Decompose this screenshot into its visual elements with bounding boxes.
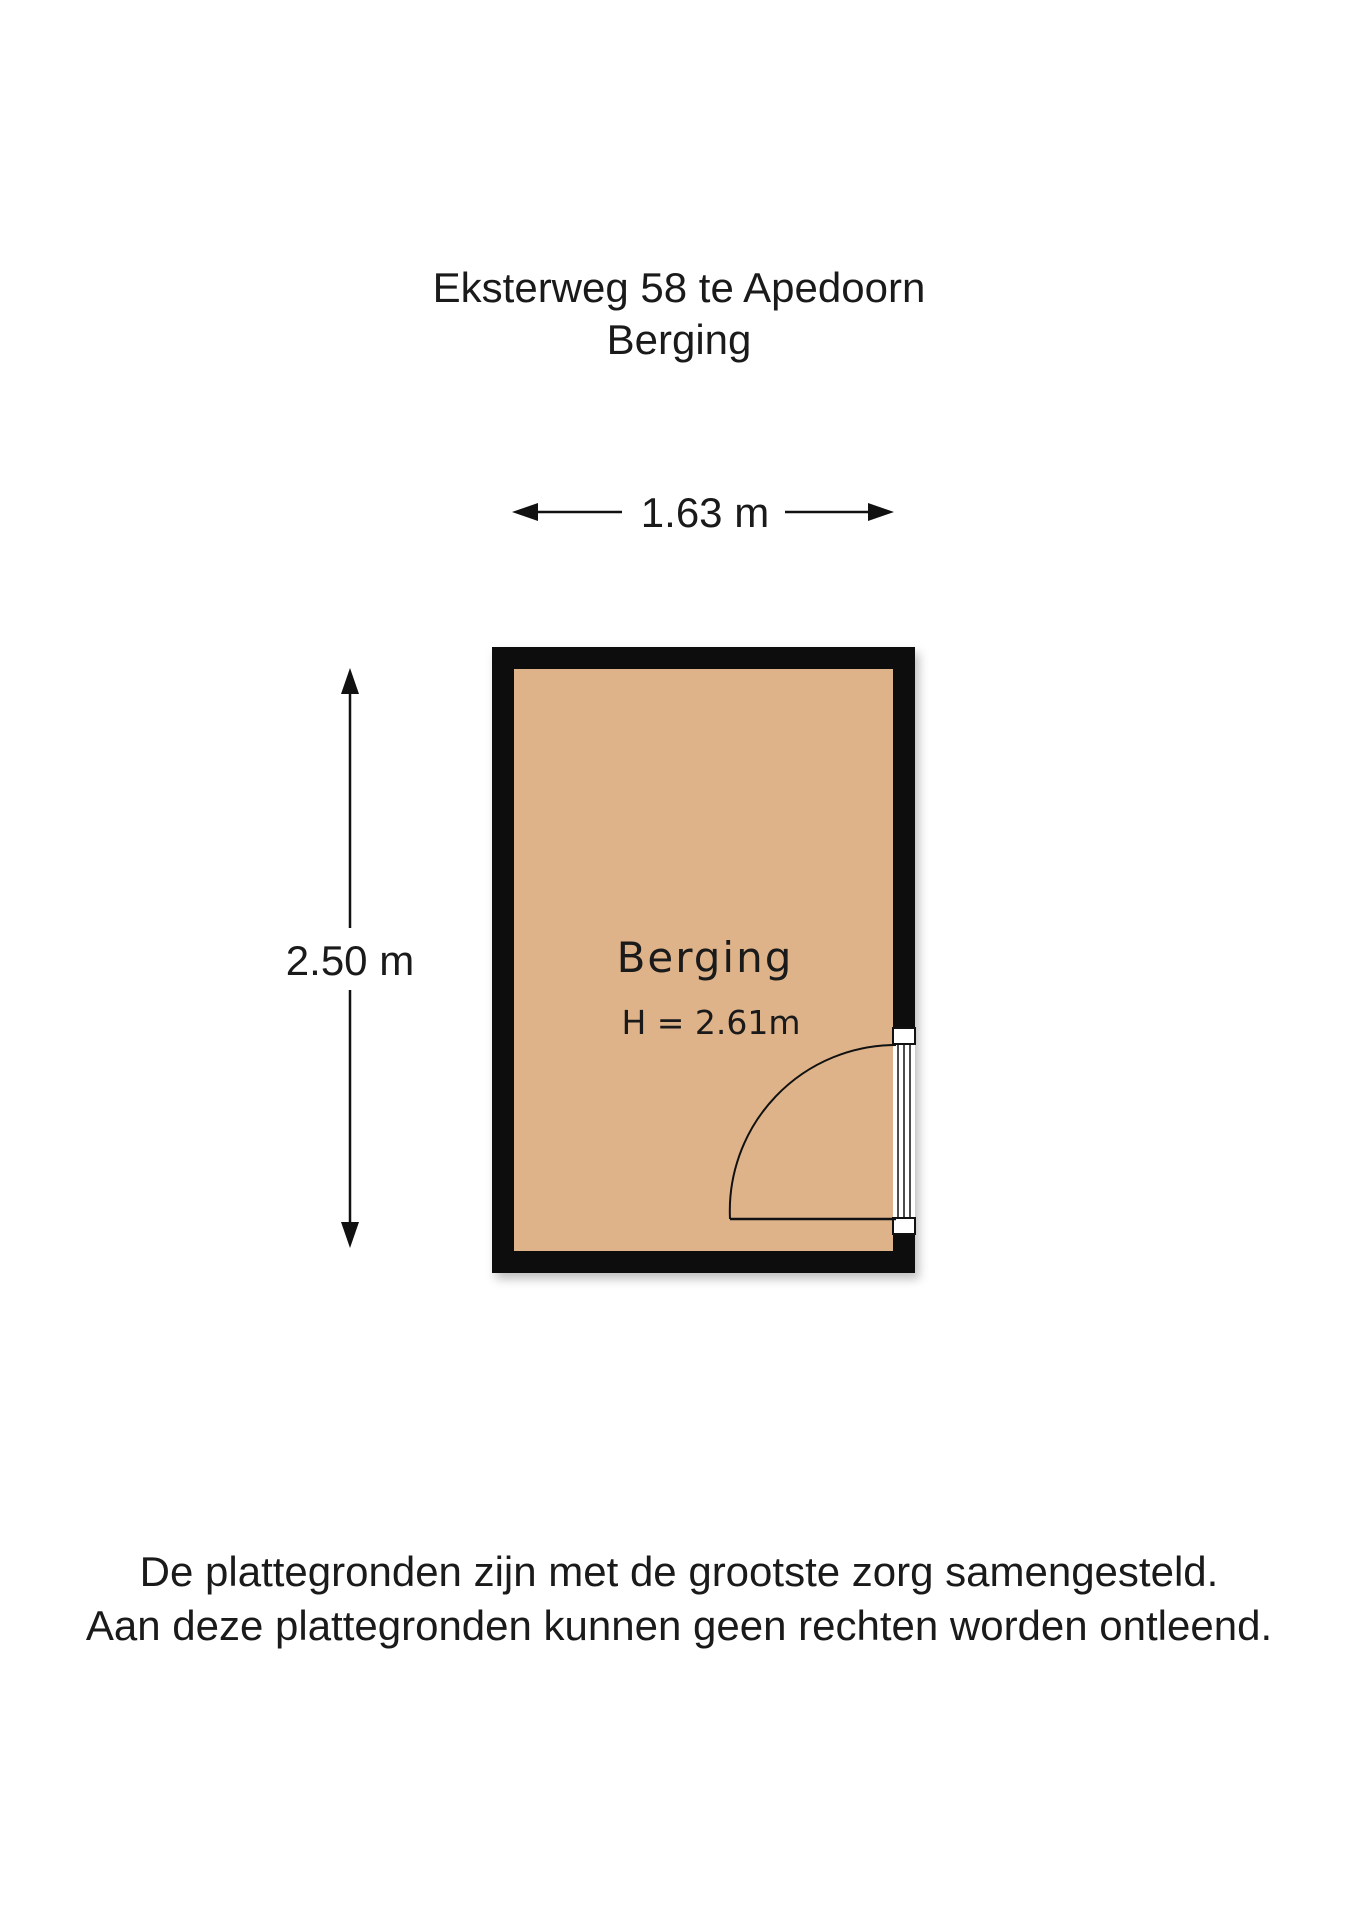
width-label: 1.63 m [640,489,770,536]
width-dimension [512,489,894,536]
height-label: 2.50 m [285,937,415,984]
room-ceiling-height: H = 2.61m [621,1003,801,1042]
arrow-right-icon [868,503,894,521]
address-title: Eksterweg 58 te Apedoorn [432,264,926,311]
arrow-left-icon [512,503,538,521]
door-frame-top [893,1028,915,1044]
height-dimension [286,668,414,1248]
door-frame-bottom [893,1218,915,1234]
floor-title: Berging [606,316,752,363]
disclaimer-line-1: De plattegronden zijn met de grootste zorg samengesteld. [139,1548,1219,1595]
arrow-down-icon [341,1222,359,1248]
disclaimer-line-2: Aan deze plattegronden kunnen geen rechten worden ontleend. [85,1602,1273,1649]
room-name: Berging [616,933,794,982]
room-berging [492,647,915,1273]
disclaimer [0,1545,1358,1653]
